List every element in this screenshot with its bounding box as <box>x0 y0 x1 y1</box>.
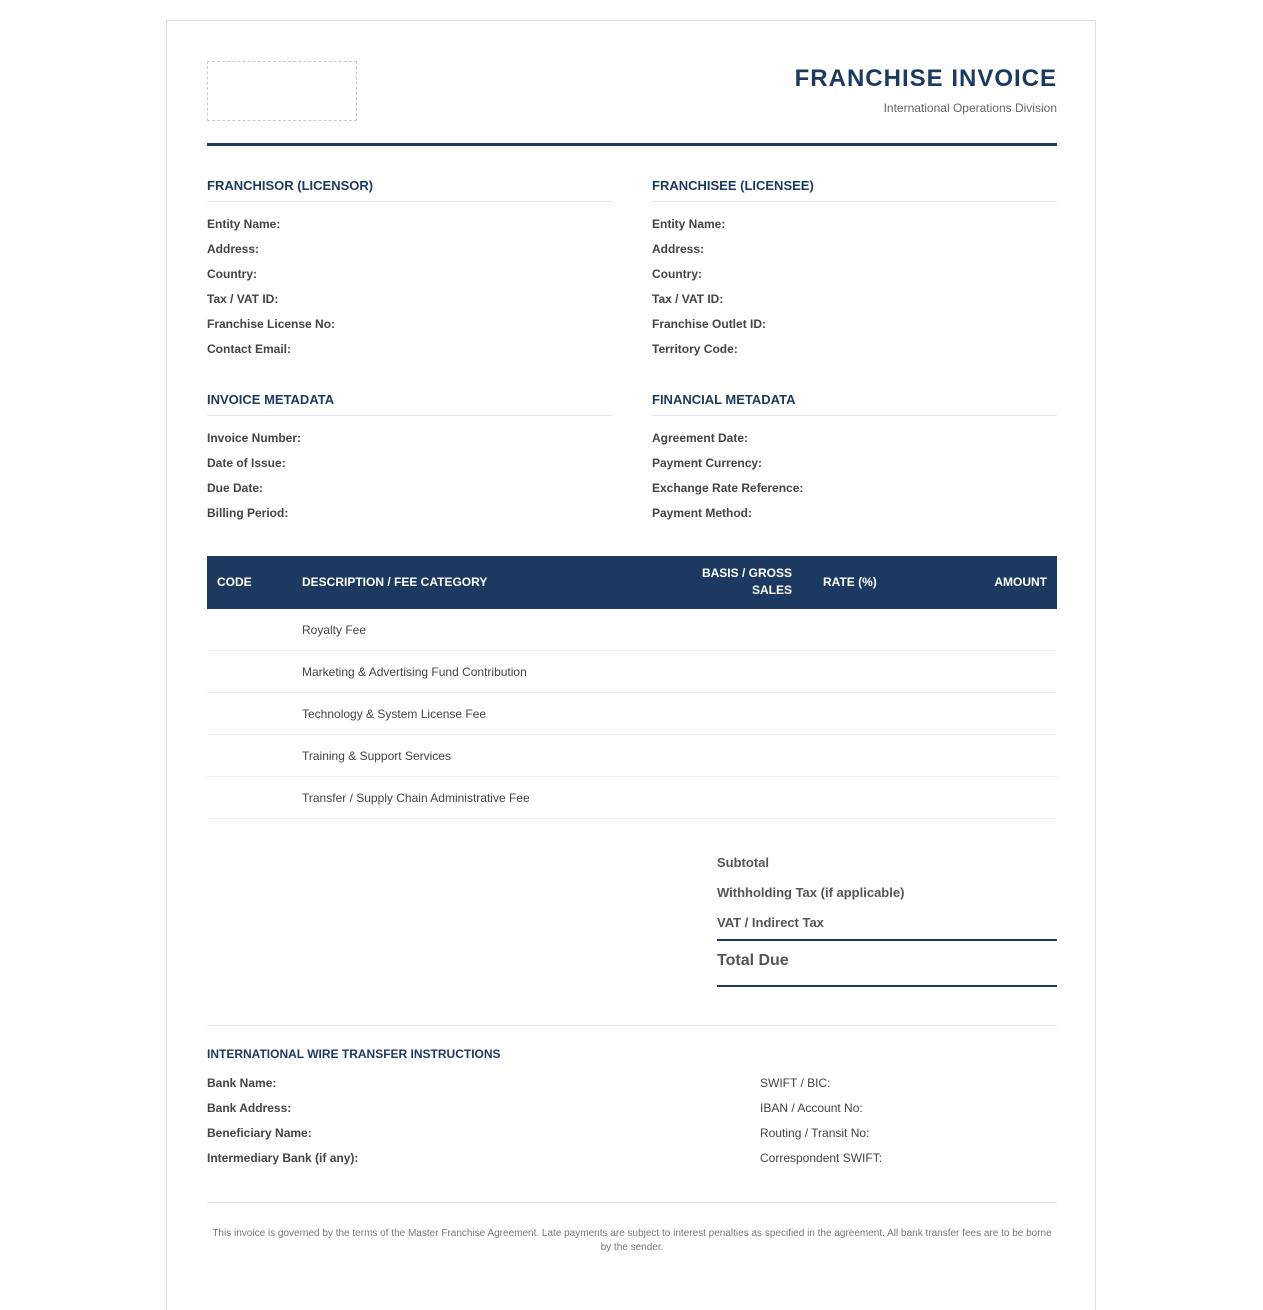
row-description: Royalty Fee <box>302 623 367 637</box>
financial-metadata-heading: FINANCIAL METADATA <box>652 392 1057 416</box>
bank-address-label: Bank Address: <box>207 1101 292 1115</box>
row-description: Technology & System License Fee <box>302 707 487 721</box>
iban-account-label: IBAN / Account No: <box>760 1101 863 1115</box>
col-header-amount: AMOUNT <box>994 575 1047 589</box>
footer-terms-note: This invoice is governed by the terms of the Master Franchise Agreement. Late payments are subject to interest penalties as specified in the agreement. All bank transfer fees are to be borne by the sender. <box>212 1228 1052 1253</box>
due-date-label: Due Date: <box>207 481 264 495</box>
table-row <box>207 735 1057 777</box>
franchisor-country-label: Country: <box>207 267 257 281</box>
payment-currency-label: Payment Currency: <box>652 456 763 470</box>
franchisee-country-label: Country: <box>652 267 702 281</box>
franchisor-heading: FRANCHISOR (LICENSOR) <box>207 178 612 202</box>
beneficiary-name-label: Beneficiary Name: <box>207 1126 312 1140</box>
franchisor-address-label: Address: <box>207 242 260 256</box>
col-header-code: CODE <box>217 575 252 589</box>
row-description: Transfer / Supply Chain Administrative Fee <box>302 791 530 805</box>
invoice-metadata-section <box>207 392 612 529</box>
wire-section-divider <box>207 1025 1057 1026</box>
franchisee-tax-id-label: Tax / VAT ID: <box>652 292 724 306</box>
table-row <box>207 609 1057 651</box>
payment-method-label: Payment Method: <box>652 506 753 520</box>
fee-table <box>207 556 1057 819</box>
invoice-page <box>166 20 1096 1310</box>
franchisee-address-label: Address: <box>652 242 705 256</box>
franchisor-tax-id-label: Tax / VAT ID: <box>207 292 279 306</box>
vat-label: VAT / Indirect Tax <box>717 915 824 930</box>
franchisee-entity-name-label: Entity Name: <box>652 217 726 231</box>
date-of-issue-label: Date of Issue: <box>207 456 286 470</box>
bank-name-label: Bank Name: <box>207 1076 277 1090</box>
row-description: Training & Support Services <box>302 749 451 763</box>
franchisor-section <box>207 178 612 365</box>
footer-divider <box>207 1202 1057 1203</box>
col-header-description: DESCRIPTION / FEE CATEGORY <box>302 575 488 589</box>
invoice-metadata-heading: INVOICE METADATA <box>207 392 612 416</box>
logo-placeholder <box>207 61 357 121</box>
row-description: Marketing & Advertising Fund Contribution <box>302 665 527 679</box>
header-divider <box>207 143 1057 146</box>
franchisee-heading: FRANCHISEE (LICENSEE) <box>652 178 1057 202</box>
intermediary-bank-label: Intermediary Bank (if any): <box>207 1151 359 1165</box>
franchisee-section <box>652 178 1057 365</box>
table-row <box>207 777 1057 819</box>
col-header-basis-line1: BASIS / GROSS <box>701 566 792 580</box>
wire-right-fields <box>760 1074 882 1174</box>
swift-bic-label: SWIFT / BIC: <box>760 1076 831 1090</box>
franchisee-outlet-id-label: Franchise Outlet ID: <box>652 317 767 331</box>
invoice-title: FRANCHISE INVOICE <box>794 65 1057 92</box>
franchisor-license-no-label: Franchise License No: <box>207 317 336 331</box>
withholding-tax-label: Withholding Tax (if applicable) <box>717 885 905 900</box>
col-header-basis <box>682 565 792 599</box>
subtotal-label: Subtotal <box>717 855 769 870</box>
routing-transit-label: Routing / Transit No: <box>760 1126 870 1140</box>
agreement-date-label: Agreement Date: <box>652 431 749 445</box>
franchisor-contact-email-label: Contact Email: <box>207 342 292 356</box>
fee-table-header <box>207 556 1057 609</box>
billing-period-label: Billing Period: <box>207 506 289 520</box>
invoice-number-label: Invoice Number: <box>207 431 302 445</box>
wire-left-fields <box>207 1074 358 1174</box>
table-row <box>207 693 1057 735</box>
wire-instructions-heading: INTERNATIONAL WIRE TRANSFER INSTRUCTIONS <box>207 1047 501 1061</box>
invoice-subtitle: International Operations Division <box>883 101 1057 115</box>
correspondent-swift-label: Correspondent SWIFT: <box>760 1151 883 1165</box>
exchange-rate-reference-label: Exchange Rate Reference: <box>652 481 804 495</box>
financial-metadata-section <box>652 392 1057 529</box>
col-header-basis-line2: SALES <box>751 583 792 597</box>
table-row <box>207 651 1057 693</box>
col-header-rate: RATE (%) <box>823 575 877 589</box>
totals-block <box>717 851 1057 987</box>
total-due-label: Total Due <box>717 941 1057 987</box>
franchisee-territory-code-label: Territory Code: <box>652 342 738 356</box>
franchisor-entity-name-label: Entity Name: <box>207 217 281 231</box>
